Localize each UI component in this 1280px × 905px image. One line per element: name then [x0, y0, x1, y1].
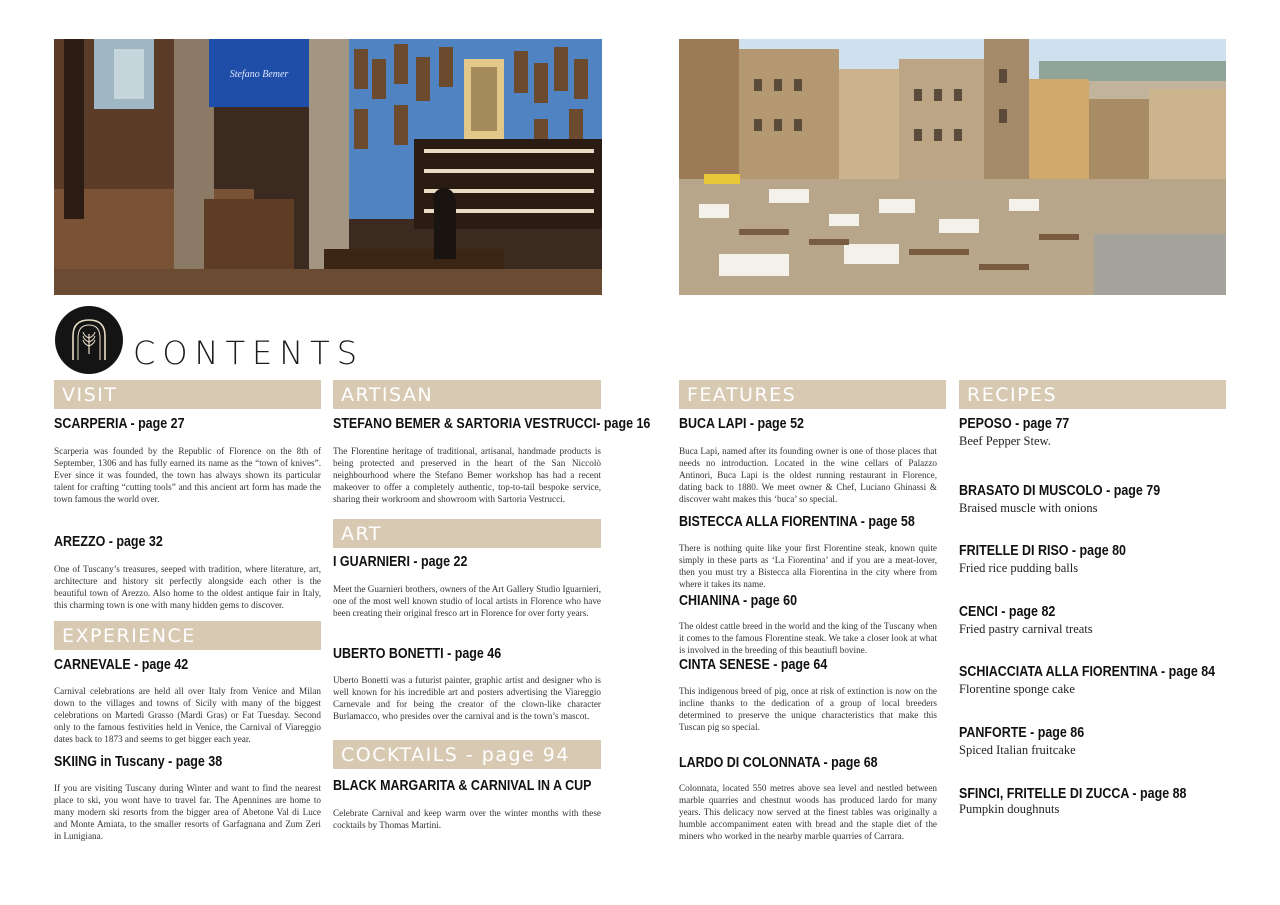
entry-text-bistecca: There is nothing quite like your first Florentine steak, known quite simply in these parts as ‘La Fiorentina’ and if you are a meat-lover, then you must try a Bistecca alla Fiorentina in the city where from where it takes its name.: [679, 543, 937, 589]
entry-text-skiing: If you are visiting Tuscany during Winter and want to find the nearest place to ski, you wont have to travel far. The Apennines are home to many modern ski resorts from the bigger area of Abetone Val di Luce and Monte Amiata, to the smaller resorts of Garfagnana and Zum Zeri in Lunigiana.: [54, 783, 321, 841]
section-band-cocktails[interactable]: COCKTAILS - page 94: [333, 740, 601, 769]
entry-text-black-margarita: Celebrate Carnival and keep warm over the winter months with these cocktails by Thomas Martini.: [333, 808, 601, 830]
entry-text-lardo: Colonnata, located 550 metres above sea level and nestled between marble quarries and chestnut woods has produced lardo for many years. This delicacy now served at the finest tables was originally a humble accompaniment eaten with bread and the staple diet of the miners who worked in the nearby marble quarries of Carrara.: [679, 783, 937, 841]
photo-shoe-workshop: [54, 39, 602, 295]
entry-title-chianina[interactable]: CHIANINA - page 60: [679, 593, 798, 609]
section-band-recipes: RECIPES: [959, 380, 1226, 409]
entry-title-scarperia[interactable]: SCARPERIA - page 27: [54, 416, 185, 432]
entry-text-i-guarnieri: Meet the Guarnieri brothers, owners of the Art Gallery Studio Iguarnieri, one of the most well known studio of local artists in Florence who have been creating their original fresco art in Florence for over forty years.: [333, 584, 601, 618]
section-band-art: ART: [333, 519, 601, 548]
bemer-sign-text: Stefano Bemer: [229, 69, 289, 80]
entry-title-black-margarita[interactable]: BLACK MARGARITA & CARNIVAL IN A CUP: [333, 778, 592, 794]
entry-title-fritelle-riso[interactable]: FRITELLE DI RISO - page 80: [959, 543, 1126, 559]
entry-text-sfinci: Pumpkin doughnuts: [959, 802, 1060, 816]
entry-title-arezzo[interactable]: AREZZO - page 32: [54, 534, 163, 550]
entry-title-schiacciata[interactable]: SCHIACCIATA ALLA FIORENTINA - page 84: [959, 664, 1216, 680]
entry-title-cinta-senese[interactable]: CINTA SENESE - page 64: [679, 657, 828, 673]
entry-text-cinta-senese: This indigenous breed of pig, once at risk of extinction is now on the incline thanks to the dedication of a group of local breeders determined to preserve the unique characteristics that make this Tuscan pig so special.: [679, 686, 937, 732]
entry-title-cenci[interactable]: CENCI - page 82: [959, 604, 1056, 620]
entry-title-brasato[interactable]: BRASATO DI MUSCOLO - page 79: [959, 483, 1161, 499]
entry-text-cenci: Fried pastry carnival treats: [959, 622, 1093, 636]
page-title: CONTENTS: [133, 334, 365, 372]
entry-text-stefano-bemer: The Florentine heritage of traditional, artisanal, handmade products is being protected and preserved in the heart of the San Niccolò neighbourhood where the Stefano Bemer workshop has had a recent makeover to offer a completely authentic, top-to-tail bespoke service, sharing their workroom and showroom with Sartoria Vestrucci.: [333, 446, 601, 504]
entry-text-uberto-bonetti: Uberto Bonetti was a futurist painter, graphic artist and designer who is well known for his incredible art and posters advertising the Viareggio Carnevale and for being the creator of the clown-like character Burlamacco, who presides over the carnival and is the town’s mascot.: [333, 675, 601, 721]
entry-text-fritelle-riso: Fried rice pudding balls: [959, 561, 1079, 575]
section-band-visit: VISIT: [54, 380, 321, 409]
entry-text-chianina: The oldest cattle breed in the world and the king of the Tuscany when it comes to the famous Florentine steak. We take a closer look at what is involved in the breeding of this beautiufl bovine.: [679, 621, 937, 655]
entry-text-arezzo: One of Tuscany’s treasures, seeped with tradition, where literature, art, architecture and history sit perfectly alongside each other is the beautiful town of Arezzo. Also home to the oldest antique fair in Italy, this charming town is one with many hidden gems to discover.: [54, 564, 321, 610]
arch-wheat-emblem-icon: [55, 306, 123, 374]
section-band-experience: EXPERIENCE: [54, 621, 321, 650]
section-band-artisan: ARTISAN: [333, 380, 601, 409]
section-band-features: FEATURES: [679, 380, 946, 409]
entry-title-skiing[interactable]: SKIING in Tuscany - page 38: [54, 754, 223, 770]
entry-text-carnevale: Carnival celebrations are held all over Italy from Venice and Milan down to the villages and towns of Sicily with many of the biggest celebrations on Martedì Grasso (Mardi Gras) or Fat Tuesday. Second only to the famous festivities held in Venice, the Carnival of Viareggio dates back to 1873 and seems to get bigger each year.: [54, 686, 321, 744]
entry-text-panforte: Spiced Italian fruitcake: [959, 743, 1076, 757]
entry-title-sfinci[interactable]: SFINCI, FRITELLE DI ZUCCA - page 88: [959, 786, 1187, 802]
entry-title-lardo[interactable]: LARDO DI COLONNATA - page 68: [679, 755, 878, 771]
entry-title-i-guarnieri[interactable]: I GUARNIERI - page 22: [333, 554, 468, 570]
entry-text-buca-lapi: Buca Lapi, named after its founding owner is one of those places that needs no introduction. Located in the wine cellars of Palazzo Antinori, Buca Lapi is the oldest running restaurant in Florence, dating back to 1880. We meet owner & Chef, Luciano Ghinassi & discover waht makes this ‘buca’ so special.: [679, 446, 937, 504]
entry-title-uberto-bonetti[interactable]: UBERTO BONETTI - page 46: [333, 646, 502, 662]
entry-title-buca-lapi[interactable]: BUCA LAPI - page 52: [679, 416, 804, 432]
entry-text-brasato: Braised muscle with onions: [959, 501, 1098, 515]
photo-arezzo-piazza: [679, 39, 1226, 295]
entry-title-panforte[interactable]: PANFORTE - page 86: [959, 725, 1085, 741]
entry-title-peposo[interactable]: PEPOSO - page 77: [959, 416, 1070, 432]
entry-text-scarperia: Scarperia was founded by the Republic of Florence on the 8th of September, 1306 and has fully earned its name as the “town of knives”. Ever since it was founded, the town has always shown its particular talent for crafting “cutting tools” and this ancient art form has made the town famous the world over.: [54, 446, 321, 504]
entry-text-peposo: Beef Pepper Stew.: [959, 434, 1051, 448]
entry-title-carnevale[interactable]: CARNEVALE - page 42: [54, 657, 189, 673]
entry-text-schiacciata: Florentine sponge cake: [959, 682, 1075, 696]
magazine-logo: [55, 306, 123, 374]
entry-title-bistecca[interactable]: BISTECCA ALLA FIORENTINA - page 58: [679, 514, 915, 530]
entry-title-stefano-bemer[interactable]: STEFANO BEMER & SARTORIA VESTRUCCI- page 16: [333, 416, 651, 432]
